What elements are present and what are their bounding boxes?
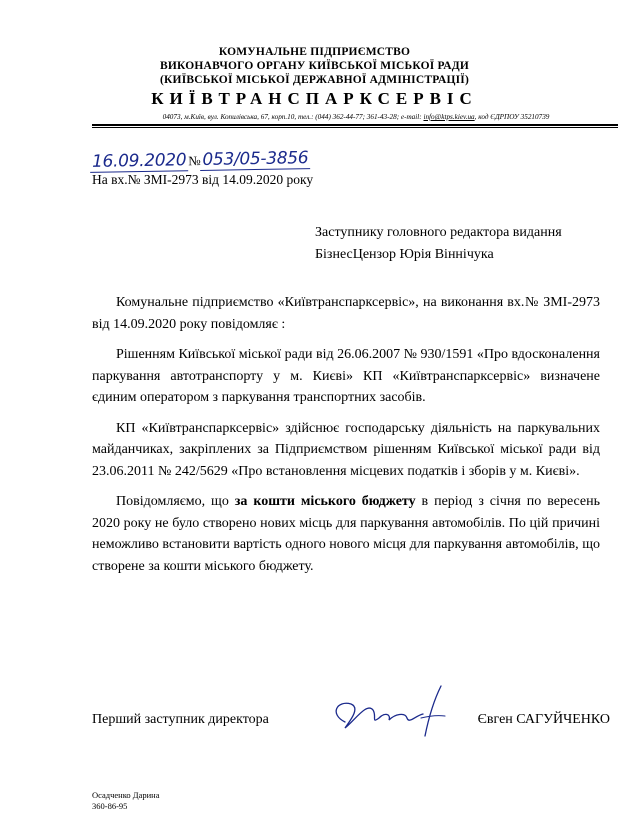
address-code: , код ЄДРПОУ 35210739 [474,113,550,121]
company-name: КИЇВТРАНСПАРКСЕРВІС [151,89,478,108]
letterhead-rule-thick [92,124,618,126]
addressee-line-2: БізнесЦензор Юрія Віннічука [315,247,494,262]
letterhead-line-2: ВИКОНАВЧОГО ОРГАНУ КИЇВСЬКОЇ МІСЬКОЇ РАДИ [160,60,469,72]
registration-number: 053/05-3856 [200,148,310,171]
address-text: 04073, м.Київ, вул. Копилівська, 67, корп.10, тел.: (044) 362-44-77; 361-43-28; e-mail: [162,113,424,121]
executor-phone: 360-86-95 [92,801,128,811]
signatory-name: Євген САГУЙЧЕНКО [477,712,610,727]
registration-stamp [90,148,311,172]
letterhead-line-3: (КИЇВСЬКОЇ МІСЬКОЇ ДЕРЖАВНОЇ АДМІНІСТРАЦІЇ) [159,74,469,86]
paragraph-3: КП «Київтранспарксервіс» здійснює господарську діяльність на паркувальних майданчиках, закріплених за Підприємством рішенням Київської міської ради від 23.06.2011 № 242/5629 «Про встановлення місцевих податків і зборів у м. Києві». [92,420,600,479]
addressee-block [315,222,615,266]
paragraph-4 [92,491,600,577]
letterhead-line-1: КОМУНАЛЬНЕ ПІДПРИЄМСТВО [218,46,411,58]
executor-block [92,790,159,812]
signature-row [92,712,610,732]
paragraph-4-start: Повідомляємо, що [116,494,235,509]
incoming-reference: На вх.№ ЗМІ-2973 від 14.09.2020 року [92,172,314,187]
addressee-line-1: Заступнику головного редактора видання [315,225,562,240]
letter-body [92,292,600,586]
paragraph-1: Комунальне підприємство «Київтранспарксервіс», на виконання вх.№ ЗМІ-2973 від 14.09.2020 року повідомляє : [92,295,600,332]
number-sign: № [188,152,201,169]
letterhead [0,45,629,110]
paragraph-2: Рішенням Київської міської ради від 26.06.2007 № 930/1591 «Про вдосконалення паркування автотранспорту у м. Києві» КП «Київтранспарксервіс» визначене єдиним оператором з паркування транспортних засобів. [92,347,600,405]
paragraph-4-end: в період з січня по вересень 2020 року не було створено нових місць для паркування автомобілів. По цій причині неможливо встановити вартість одного нового місця для паркування автомобілів, що створене за кошти міського бюджету. [92,494,601,574]
signatory-title: Перший заступник директора [92,712,269,727]
letterhead-rule-thin [92,127,618,128]
registration-date: 16.09.2020 [90,150,189,173]
executor-name: Осадченко Дарина [92,790,160,800]
email-link[interactable]: info@ktps.kiev.ua [423,113,475,121]
paragraph-4-emphasis: за кошти міського бюджету [234,494,416,509]
letterhead-address [96,112,616,122]
